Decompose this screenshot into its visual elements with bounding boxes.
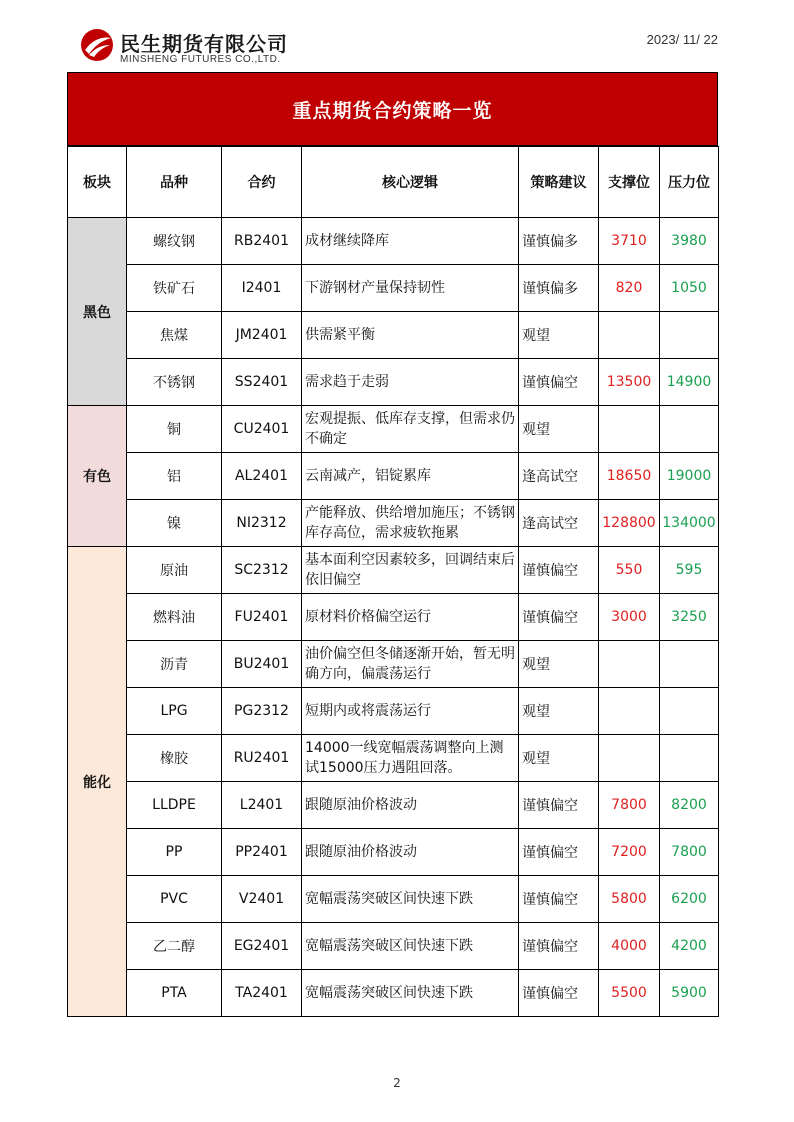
contract-cell: EG2401 — [222, 923, 302, 970]
logic-cell: 跟随原油价格波动 — [302, 829, 519, 876]
product-cell: 螺纹钢 — [127, 218, 222, 265]
contract-cell: RB2401 — [222, 218, 302, 265]
product-cell: PVC — [127, 876, 222, 923]
support-cell: 7200 — [599, 829, 660, 876]
table-row — [68, 829, 719, 876]
logic-cell: 跟随原油价格波动 — [302, 782, 519, 829]
contract-cell: JM2401 — [222, 312, 302, 359]
contract-cell: PG2312 — [222, 688, 302, 735]
table-row — [68, 500, 719, 547]
report-date: 2023/ 11/ 22 — [646, 32, 718, 47]
logic-cell: 油价偏空但冬储逐渐开始，暂无明确方向，偏震荡运行 — [302, 641, 519, 688]
advice-cell: 观望 — [519, 641, 599, 688]
support-cell: 18650 — [599, 453, 660, 500]
table-row — [68, 735, 719, 782]
advice-cell: 观望 — [519, 735, 599, 782]
contract-cell: FU2401 — [222, 594, 302, 641]
resistance-cell — [660, 312, 719, 359]
table-row — [68, 782, 719, 829]
product-cell: 原油 — [127, 547, 222, 594]
advice-cell: 谨慎偏空 — [519, 547, 599, 594]
column-header: 合约 — [222, 147, 302, 218]
column-header: 品种 — [127, 147, 222, 218]
advice-cell: 谨慎偏多 — [519, 218, 599, 265]
resistance-cell: 1050 — [660, 265, 719, 312]
support-cell: 4000 — [599, 923, 660, 970]
advice-cell: 谨慎偏空 — [519, 970, 599, 1017]
support-cell: 3000 — [599, 594, 660, 641]
logic-cell: 宽幅震荡突破区间快速下跌 — [302, 923, 519, 970]
table-row — [68, 970, 719, 1017]
company-name-en: MINSHENG FUTURES CO.,LTD. — [120, 54, 281, 65]
logic-cell: 原材料价格偏空运行 — [302, 594, 519, 641]
product-cell: PTA — [127, 970, 222, 1017]
support-cell: 550 — [599, 547, 660, 594]
table-row — [68, 547, 719, 594]
sector-cell: 有色 — [68, 406, 127, 547]
company-logo — [80, 26, 320, 70]
logic-cell: 宽幅震荡突破区间快速下跌 — [302, 876, 519, 923]
resistance-cell — [660, 735, 719, 782]
resistance-cell: 3250 — [660, 594, 719, 641]
product-cell: 燃料油 — [127, 594, 222, 641]
logic-cell: 下游钢材产量保持韧性 — [302, 265, 519, 312]
contract-cell: CU2401 — [222, 406, 302, 453]
advice-cell: 谨慎偏空 — [519, 359, 599, 406]
resistance-cell: 595 — [660, 547, 719, 594]
contract-cell: NI2312 — [222, 500, 302, 547]
column-header: 支撑位 — [599, 147, 660, 218]
resistance-cell: 8200 — [660, 782, 719, 829]
logic-cell: 产能释放、供给增加施压；不锈钢库存高位，需求疲软拖累 — [302, 500, 519, 547]
advice-cell: 谨慎偏空 — [519, 829, 599, 876]
contract-cell: SC2312 — [222, 547, 302, 594]
strategy-table — [67, 146, 719, 1017]
advice-cell: 谨慎偏空 — [519, 594, 599, 641]
resistance-cell: 5900 — [660, 970, 719, 1017]
advice-cell: 观望 — [519, 406, 599, 453]
contract-cell: L2401 — [222, 782, 302, 829]
advice-cell: 观望 — [519, 312, 599, 359]
product-cell: 橡胶 — [127, 735, 222, 782]
product-cell: 乙二醇 — [127, 923, 222, 970]
column-header: 压力位 — [660, 147, 719, 218]
support-cell: 5800 — [599, 876, 660, 923]
support-cell: 3710 — [599, 218, 660, 265]
support-cell — [599, 641, 660, 688]
support-cell: 820 — [599, 265, 660, 312]
support-cell: 5500 — [599, 970, 660, 1017]
contract-cell: RU2401 — [222, 735, 302, 782]
column-header: 策略建议 — [519, 147, 599, 218]
support-cell: 7800 — [599, 782, 660, 829]
table-row — [68, 453, 719, 500]
sector-cell: 能化 — [68, 547, 127, 1017]
logic-cell: 成材继续降库 — [302, 218, 519, 265]
logic-cell: 宽幅震荡突破区间快速下跌 — [302, 970, 519, 1017]
company-name-cn: 民生期货有限公司 — [120, 32, 288, 56]
table-row — [68, 876, 719, 923]
table-row — [68, 641, 719, 688]
table-row — [68, 923, 719, 970]
table-header-row — [68, 147, 719, 218]
resistance-cell — [660, 641, 719, 688]
page-number: 2 — [393, 1076, 401, 1090]
product-cell: 焦煤 — [127, 312, 222, 359]
product-cell: LPG — [127, 688, 222, 735]
contract-cell: PP2401 — [222, 829, 302, 876]
product-cell: 不锈钢 — [127, 359, 222, 406]
advice-cell: 观望 — [519, 688, 599, 735]
logic-cell: 14000一线宽幅震荡调整向上测试15000压力遇阻回落。 — [302, 735, 519, 782]
page-title: 重点期货合约策略一览 — [67, 72, 718, 146]
advice-cell: 逢高试空 — [519, 453, 599, 500]
contract-cell: SS2401 — [222, 359, 302, 406]
table-row — [68, 218, 719, 265]
advice-cell: 谨慎偏空 — [519, 876, 599, 923]
table-row — [68, 312, 719, 359]
logic-cell: 宏观提振、低库存支撑，但需求仍不确定 — [302, 406, 519, 453]
product-cell: PP — [127, 829, 222, 876]
product-cell: 铁矿石 — [127, 265, 222, 312]
table-row — [68, 406, 719, 453]
contract-cell: TA2401 — [222, 970, 302, 1017]
contract-cell: I2401 — [222, 265, 302, 312]
resistance-cell: 14900 — [660, 359, 719, 406]
contract-cell: BU2401 — [222, 641, 302, 688]
advice-cell: 逢高试空 — [519, 500, 599, 547]
resistance-cell: 4200 — [660, 923, 719, 970]
table-row — [68, 265, 719, 312]
product-cell: 铝 — [127, 453, 222, 500]
resistance-cell: 7800 — [660, 829, 719, 876]
support-cell — [599, 688, 660, 735]
logic-cell: 供需紧平衡 — [302, 312, 519, 359]
logic-cell: 短期内或将震荡运行 — [302, 688, 519, 735]
contract-cell: V2401 — [222, 876, 302, 923]
support-cell — [599, 312, 660, 359]
sector-cell: 黑色 — [68, 218, 127, 406]
advice-cell: 谨慎偏多 — [519, 265, 599, 312]
resistance-cell — [660, 688, 719, 735]
product-cell: 铜 — [127, 406, 222, 453]
logic-cell: 基本面利空因素较多，回调结束后依旧偏空 — [302, 547, 519, 594]
logic-cell: 云南减产，铝锭累库 — [302, 453, 519, 500]
contract-cell: AL2401 — [222, 453, 302, 500]
resistance-cell: 3980 — [660, 218, 719, 265]
product-cell: 沥青 — [127, 641, 222, 688]
product-cell: 镍 — [127, 500, 222, 547]
column-header: 核心逻辑 — [302, 147, 519, 218]
table-row — [68, 594, 719, 641]
resistance-cell — [660, 406, 719, 453]
support-cell — [599, 735, 660, 782]
advice-cell: 谨慎偏空 — [519, 923, 599, 970]
product-cell: LLDPE — [127, 782, 222, 829]
logic-cell: 需求趋于走弱 — [302, 359, 519, 406]
support-cell: 128800 — [599, 500, 660, 547]
resistance-cell: 19000 — [660, 453, 719, 500]
resistance-cell: 134000 — [660, 500, 719, 547]
advice-cell: 谨慎偏空 — [519, 782, 599, 829]
resistance-cell: 6200 — [660, 876, 719, 923]
table-row — [68, 688, 719, 735]
table-row — [68, 359, 719, 406]
minsheng-logo-icon — [80, 28, 114, 62]
support-cell: 13500 — [599, 359, 660, 406]
support-cell — [599, 406, 660, 453]
column-header: 板块 — [68, 147, 127, 218]
